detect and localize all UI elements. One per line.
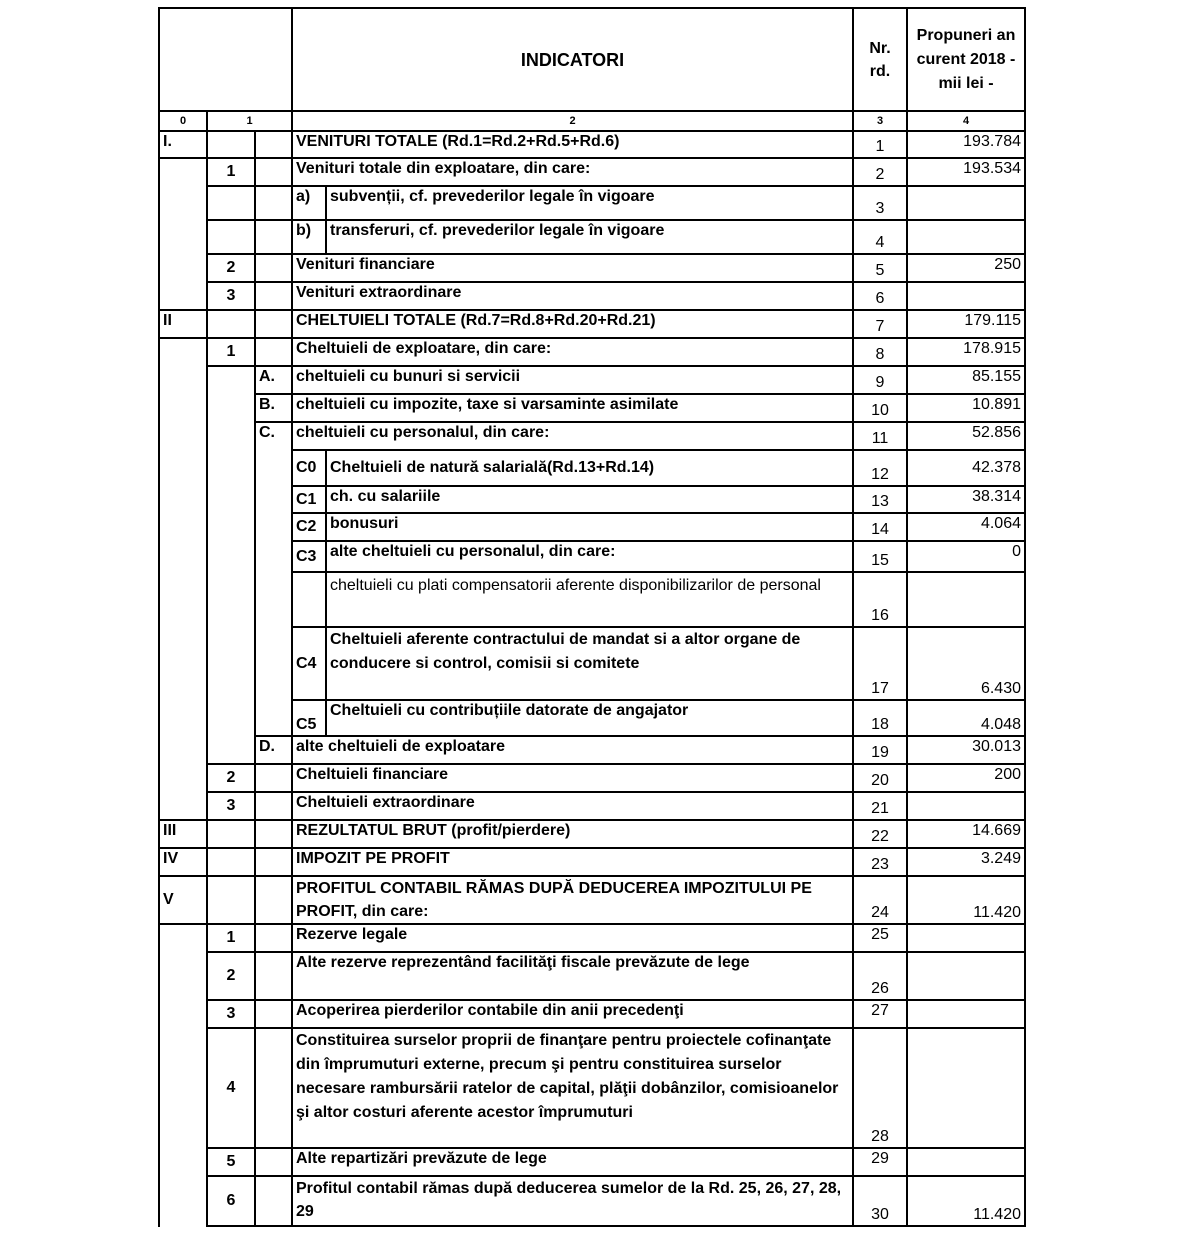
empty-cell: [159, 338, 207, 366]
table-row: [159, 450, 1025, 486]
cost-code: C5: [292, 700, 326, 736]
empty-cell: [255, 450, 292, 486]
sub-letter: a): [292, 186, 326, 220]
indicator-label: cheltuieli cu personalul, din care:: [292, 422, 853, 450]
empty-cell: [159, 394, 207, 422]
empty-cell: [207, 627, 255, 700]
row-value: 10.891: [907, 394, 1025, 422]
row-number: 2: [853, 158, 907, 186]
cost-code: C4: [292, 627, 326, 700]
row-number: 18: [853, 700, 907, 736]
header-col1b: [255, 8, 292, 111]
empty-cell: [159, 627, 207, 700]
header-row: [159, 8, 1025, 111]
empty-cell: [207, 131, 255, 158]
empty-cell: [159, 541, 207, 572]
table-row: [159, 422, 1025, 450]
row-number: 15: [853, 541, 907, 572]
column-index-row: [159, 111, 1025, 131]
empty-cell: [207, 220, 255, 254]
empty-cell: [207, 366, 255, 394]
item-number: 2: [207, 952, 255, 1000]
empty-cell: [207, 700, 255, 736]
cost-code: C0: [292, 450, 326, 486]
letter-marker: A.: [255, 366, 292, 394]
header-propuneri: Propuneri an curent 2018 - mii lei -: [907, 8, 1025, 111]
empty-cell: [159, 952, 207, 1000]
table-row: [159, 820, 1025, 848]
table-row: [159, 513, 1025, 541]
empty-cell: [255, 1176, 292, 1226]
roman-numeral: IV: [159, 848, 207, 876]
row-value: 4.064: [907, 513, 1025, 541]
indicator-label: Constituirea surselor proprii de finanţare pentru proiectele cofinanţate din împrumuturi externe, precum şi pentru constituirea surselor necesare rambursării ratelor de capital, plăţii dobânzilor, comisioanelor şi altor costuri aferente acestor împrumuturi: [292, 1028, 853, 1148]
row-value: 0: [907, 541, 1025, 572]
row-value: 6.430: [907, 627, 1025, 700]
table-row: [159, 700, 1025, 736]
row-value: 14.669: [907, 820, 1025, 848]
row-number: 28: [853, 1028, 907, 1148]
indicator-label: Cheltuieli de natură salarială(Rd.13+Rd.14): [326, 450, 853, 486]
indicator-label: Cheltuieli de exploatare, din care:: [292, 338, 853, 366]
row-value: [907, 792, 1025, 820]
cost-code: C3: [292, 541, 326, 572]
indicator-label: alte cheltuieli cu personalul, din care:: [326, 541, 853, 572]
row-number: 13: [853, 486, 907, 513]
empty-cell: [255, 848, 292, 876]
row-value: 200: [907, 764, 1025, 792]
empty-cell: [207, 486, 255, 513]
item-number: 3: [207, 282, 255, 310]
row-value: 4.048: [907, 700, 1025, 736]
table-row: [159, 952, 1025, 1000]
row-number: 29: [853, 1148, 907, 1176]
indicator-label: Alte repartizări prevăzute de lege: [292, 1148, 853, 1176]
empty-cell: [159, 450, 207, 486]
empty-cell: [207, 422, 255, 450]
roman-numeral: V: [159, 876, 207, 924]
cost-code: C1: [292, 486, 326, 513]
empty-cell: [159, 1028, 207, 1148]
header-col0: [159, 8, 207, 111]
empty-cell: [255, 513, 292, 541]
row-value: [907, 1028, 1025, 1148]
row-value: 11.420: [907, 876, 1025, 924]
empty-cell: [159, 1176, 207, 1226]
table-row: [159, 572, 1025, 627]
empty-cell: [255, 158, 292, 186]
indicator-label: REZULTATUL BRUT (profit/pierdere): [292, 820, 853, 848]
row-number: 20: [853, 764, 907, 792]
letter-marker: D.: [255, 736, 292, 764]
empty-cell: [255, 338, 292, 366]
item-number: 6: [207, 1176, 255, 1226]
empty-cell: [255, 572, 292, 627]
roman-numeral: I.: [159, 131, 207, 158]
empty-cell: [159, 700, 207, 736]
empty-cell: [159, 924, 207, 952]
table-row: [159, 764, 1025, 792]
table-row: [159, 310, 1025, 338]
empty-cell: [255, 627, 292, 700]
empty-cell: [207, 820, 255, 848]
row-value: 193.784: [907, 131, 1025, 158]
sub-letter: b): [292, 220, 326, 254]
table-row: [159, 158, 1025, 186]
row-number: 24: [853, 876, 907, 924]
empty-cell: [255, 541, 292, 572]
table-row: [159, 792, 1025, 820]
table-row: [159, 282, 1025, 310]
empty-cell: [255, 1148, 292, 1176]
empty-cell: [159, 764, 207, 792]
row-number: 19: [853, 736, 907, 764]
empty-cell: [255, 186, 292, 220]
empty-cell: [207, 394, 255, 422]
row-value: [907, 220, 1025, 254]
indicator-label: cheltuieli cu impozite, taxe si varsaminte asimilate: [292, 394, 853, 422]
empty-cell: [255, 254, 292, 282]
row-number: 8: [853, 338, 907, 366]
header-indicatori: INDICATORI: [292, 8, 853, 111]
empty-cell: [207, 876, 255, 924]
budget-table: [158, 7, 1026, 1227]
table-row: [159, 1148, 1025, 1176]
row-number: 12: [853, 450, 907, 486]
table-row: [159, 254, 1025, 282]
row-number: 25: [853, 924, 907, 952]
empty-cell: [159, 1000, 207, 1028]
row-number: 16: [853, 572, 907, 627]
empty-cell: [207, 572, 255, 627]
row-number: 27: [853, 1000, 907, 1028]
empty-cell: [159, 792, 207, 820]
index-cell-1: 1: [207, 111, 292, 131]
empty-cell: [159, 572, 207, 627]
row-number: 9: [853, 366, 907, 394]
row-value: [907, 1148, 1025, 1176]
indicator-label: transferuri, cf. prevederilor legale în vigoare: [326, 220, 853, 254]
row-value: 3.249: [907, 848, 1025, 876]
header-nr-rd: Nr. rd.: [853, 8, 907, 111]
row-value: [907, 1000, 1025, 1028]
indicator-label: VENITURI TOTALE (Rd.1=Rd.2+Rd.5+Rd.6): [292, 131, 853, 158]
row-number: 11: [853, 422, 907, 450]
indicator-label: IMPOZIT PE PROFIT: [292, 848, 853, 876]
empty-cell: [159, 186, 207, 220]
cost-code: C2: [292, 513, 326, 541]
table-row: [159, 220, 1025, 254]
row-number: 10: [853, 394, 907, 422]
row-value: 30.013: [907, 736, 1025, 764]
row-number: 22: [853, 820, 907, 848]
row-value: 250: [907, 254, 1025, 282]
row-value: 42.378: [907, 450, 1025, 486]
index-cell-2: 2: [292, 111, 853, 131]
roman-numeral: II: [159, 310, 207, 338]
table-row: [159, 736, 1025, 764]
item-number: 4: [207, 1028, 255, 1148]
index-cell-0: 0: [159, 111, 207, 131]
row-value: [907, 282, 1025, 310]
roman-numeral: III: [159, 820, 207, 848]
row-value: 52.856: [907, 422, 1025, 450]
row-number: 6: [853, 282, 907, 310]
row-value: 178.915: [907, 338, 1025, 366]
letter-marker: B.: [255, 394, 292, 422]
table-row: [159, 1028, 1025, 1148]
row-number: 14: [853, 513, 907, 541]
row-value: [907, 924, 1025, 952]
row-value: [907, 186, 1025, 220]
empty-cell: [255, 820, 292, 848]
row-number: 7: [853, 310, 907, 338]
index-cell-3: 3: [853, 111, 907, 131]
row-number: 26: [853, 952, 907, 1000]
table-row: [159, 366, 1025, 394]
indicator-label: Rezerve legale: [292, 924, 853, 952]
empty-cell: [255, 486, 292, 513]
row-number: 3: [853, 186, 907, 220]
table-row: [159, 627, 1025, 700]
table-row: [159, 338, 1025, 366]
indicator-label: alte cheltuieli de exploatare: [292, 736, 853, 764]
table-row: [159, 486, 1025, 513]
row-number: 1: [853, 131, 907, 158]
empty-cell: [159, 736, 207, 764]
item-number: 3: [207, 792, 255, 820]
row-value: 179.115: [907, 310, 1025, 338]
row-number: 23: [853, 848, 907, 876]
empty-cell: [159, 513, 207, 541]
indicator-label: Cheltuieli aferente contractului de mandat si a altor organe de conducere si control, comisii si comitete: [326, 627, 853, 700]
empty-cell: [255, 310, 292, 338]
indicator-label: PROFITUL CONTABIL RĂMAS DUPĂ DEDUCEREA IMPOZITULUI PE PROFIT, din care:: [292, 876, 853, 924]
indicator-label: Cheltuieli extraordinare: [292, 792, 853, 820]
row-number: 21: [853, 792, 907, 820]
indicator-label: Profitul contabil rămas după deducerea sumelor de la Rd. 25, 26, 27, 28, 29: [292, 1176, 853, 1226]
empty-cell: [159, 366, 207, 394]
item-number: 1: [207, 338, 255, 366]
empty-cell: [207, 513, 255, 541]
empty-cell: [255, 1000, 292, 1028]
indicator-label: Venituri totale din exploatare, din care:: [292, 158, 853, 186]
table-row: [159, 1000, 1025, 1028]
table-row: [159, 541, 1025, 572]
item-number: 3: [207, 1000, 255, 1028]
row-number: 17: [853, 627, 907, 700]
indicator-label: cheltuieli cu bunuri si servicii: [292, 366, 853, 394]
item-number: 2: [207, 254, 255, 282]
empty-cell: [255, 764, 292, 792]
row-value: [907, 952, 1025, 1000]
indicator-label: Cheltuieli financiare: [292, 764, 853, 792]
indicator-label: cheltuieli cu plati compensatorii aferente disponibilizarilor de personal: [326, 572, 853, 627]
empty-cell: [207, 450, 255, 486]
row-value: 85.155: [907, 366, 1025, 394]
item-number: 5: [207, 1148, 255, 1176]
row-value: 11.420: [907, 1176, 1025, 1226]
empty-cell: [255, 131, 292, 158]
empty-cell: [207, 186, 255, 220]
table-row: [159, 876, 1025, 924]
indicator-label: Cheltuieli cu contribuțiile datorate de angajator: [326, 700, 853, 736]
row-value: 38.314: [907, 486, 1025, 513]
row-number: 30: [853, 1176, 907, 1226]
letter-marker: C.: [255, 422, 292, 450]
empty-cell: [255, 1028, 292, 1148]
indicator-label: CHELTUIELI TOTALE (Rd.7=Rd.8+Rd.20+Rd.21): [292, 310, 853, 338]
item-number: 1: [207, 924, 255, 952]
header-col1: [207, 8, 255, 111]
empty-cell: [255, 220, 292, 254]
empty-cell: [159, 254, 207, 282]
row-number: 5: [853, 254, 907, 282]
empty-cell: [255, 792, 292, 820]
table-row: [159, 394, 1025, 422]
empty-cell: [159, 220, 207, 254]
indicator-label: ch. cu salariile: [326, 486, 853, 513]
row-value: [907, 572, 1025, 627]
empty-cell: [207, 310, 255, 338]
indicator-label: Alte rezerve reprezentând facilităţi fiscale prevăzute de lege: [292, 952, 853, 1000]
empty-cell: [207, 541, 255, 572]
empty-cell: [207, 736, 255, 764]
empty-cell: [159, 422, 207, 450]
budget-table-container: [158, 7, 1024, 1227]
empty-cell: [159, 282, 207, 310]
empty-cell: [255, 924, 292, 952]
empty-cell: [159, 486, 207, 513]
indicator-label: bonusuri: [326, 513, 853, 541]
indicator-label: Acoperirea pierderilor contabile din anii precedenţi: [292, 1000, 853, 1028]
table-row: [159, 924, 1025, 952]
empty-cell: [255, 282, 292, 310]
empty-cell: [255, 952, 292, 1000]
row-value: 193.534: [907, 158, 1025, 186]
empty-cell: [207, 848, 255, 876]
table-row: [159, 1176, 1025, 1226]
cost-code: [292, 572, 326, 627]
indicator-label: Venituri extraordinare: [292, 282, 853, 310]
row-number: 4: [853, 220, 907, 254]
indicator-label: Venituri financiare: [292, 254, 853, 282]
empty-cell: [159, 158, 207, 186]
indicator-label: subvenții, cf. prevederilor legale în vigoare: [326, 186, 853, 220]
table-row: [159, 848, 1025, 876]
empty-cell: [255, 876, 292, 924]
empty-cell: [159, 1148, 207, 1176]
index-cell-4: 4: [907, 111, 1025, 131]
table-row: [159, 186, 1025, 220]
table-row: [159, 131, 1025, 158]
item-number: 2: [207, 764, 255, 792]
item-number: 1: [207, 158, 255, 186]
empty-cell: [255, 700, 292, 736]
